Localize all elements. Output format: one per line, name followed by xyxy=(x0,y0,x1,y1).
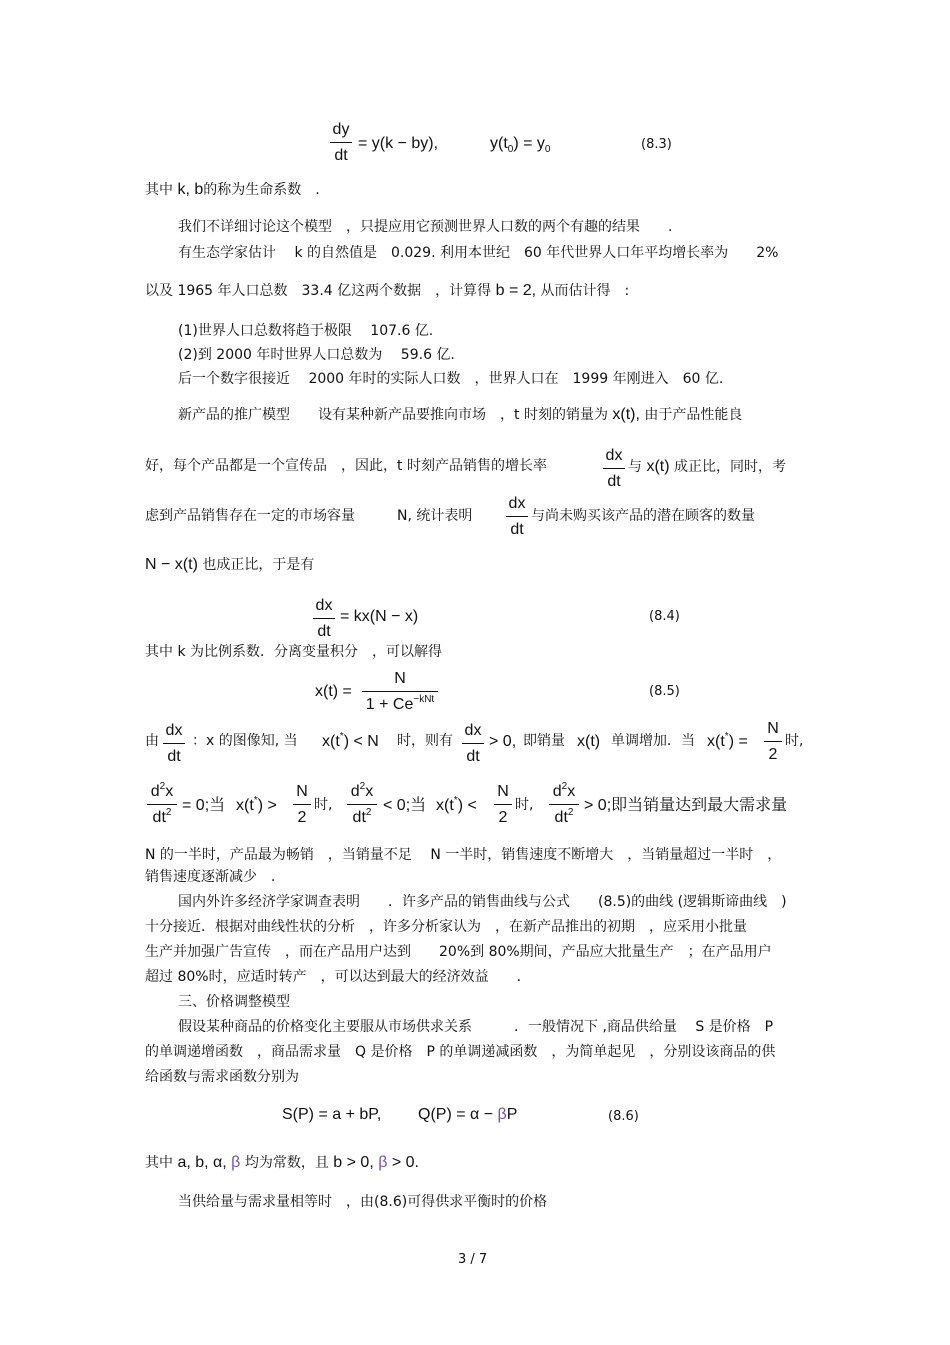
paragraph-3: 有生态学家估计 k 的自然值是 0.029. 利用本世纪 60 年代世界人口年平均增长率为 2% xyxy=(178,245,779,261)
p10-e: 即销量 xyxy=(523,733,565,749)
p11-f: 时, xyxy=(515,797,534,813)
paragraph-19: 的单调递增函数 ，商品需求量 Q 是价格 P 的单调递减函数 ，为简单起见 ，分别设该商品的供 xyxy=(145,1044,776,1060)
section-heading: 三、价格调整模型 xyxy=(178,994,290,1010)
p11-fraction-3: $d^2x$ $dt^2$ xyxy=(347,784,377,826)
paragraph-21: 其中 a, b, α, β 均为常数，且 b > 0, β > 0. xyxy=(145,1154,419,1171)
eq83-denominator: dt xyxy=(334,147,348,164)
paragraph-18: 假设某种商品的价格变化主要服从市场供求关系 ．一般情况下 ,商品供给量 S 是价格 P xyxy=(178,1019,774,1035)
p10-b: x(t*) < N xyxy=(322,731,379,750)
p11-fraction-1: $d^2x$ $dt^2$ xyxy=(147,784,177,826)
paragraph-17: 超过 80%时，应适时转产 ，可以达到最大的经济效益 . xyxy=(145,969,522,985)
eq83-rhs: = y(k − by), xyxy=(358,135,439,152)
result-2: (2)到 2000 年时世界人口总数为 59.6 亿. xyxy=(178,347,455,363)
paragraph-7-post: 与尚未购买该产品的潜在顾客的数量 xyxy=(531,508,755,524)
paragraph-4: 以及 1965 年人口总数 33.4 亿这两个数据 ，计算得 b = 2, 从而估计得 : xyxy=(145,282,630,299)
p10-pre: 由 xyxy=(145,733,159,749)
eq84-rhs: = kx(N − x) xyxy=(340,608,419,625)
eq86-supply: S(P) = a + bP, xyxy=(282,1106,382,1123)
eq85-lhs: x(t) = xyxy=(315,683,352,700)
paragraph-14: 国内外许多经济学家调查表明 ．许多产品的销售曲线与公式 (8.5)的曲线 (逻辑斯谛曲线 ) xyxy=(178,894,787,910)
p10-fraction-1: dx dt xyxy=(163,723,185,765)
eq83-initial-condition: $y(t_0) = y_0$ xyxy=(490,135,551,155)
p10-fraction-3: N 2 xyxy=(764,721,782,763)
p7-fraction: dx dt xyxy=(506,496,528,538)
paragraph-2: 我们不详细讨论这个模型 ，只提应用它预测世界人口数的两个有趣的结果 . xyxy=(178,219,673,235)
paragraph-8: N − x(t) 也成正比，于是有 xyxy=(145,556,315,573)
result-3: 后一个数字很接近 2000 年时的实际人口数 ，世界人口在 1999 年刚进入 60 亿. xyxy=(178,371,724,387)
p11-a: = 0;当 xyxy=(182,797,226,814)
p11-c: 时, xyxy=(314,797,333,813)
p11-fraction-4: N 2 xyxy=(494,784,512,826)
eq84-tag: (8.4) xyxy=(649,609,680,624)
eq85-fraction: N $1 + Ce^{-kNt}$ xyxy=(362,671,438,713)
paragraph-15: 十分接近．根据对曲线性状的分析 ，许多分析家认为 ，在新产品推出的初期 ，应采用小批量 xyxy=(145,919,747,935)
p11-g: > 0;即当销量达到最大需求量 xyxy=(584,797,788,814)
result-1: (1)世界人口总数将趋于极限 107.6 亿. xyxy=(178,323,434,339)
p11-fraction-2: N 2 xyxy=(293,784,311,826)
paragraph-9: 其中 k 为比例系数．分离变量积分 ，可以解得 xyxy=(145,644,443,660)
eq85-tag: (8.5) xyxy=(649,684,680,699)
eq83-fraction xyxy=(330,122,352,164)
paragraph-6-pre: 好，每个产品都是一个宣传品 ，因此，t 时刻产品销售的增长率 xyxy=(145,458,547,474)
eq83-numerator: dy xyxy=(332,121,350,138)
page-number: 3 / 7 xyxy=(458,1252,488,1267)
p6-fraction: dx dt xyxy=(603,448,625,490)
p10-a: ：x 的图像知, 当 xyxy=(192,733,298,749)
p11-d: < 0;当 xyxy=(383,797,427,814)
p10-g: 单调增加．当 xyxy=(611,733,695,749)
p10-fraction-2: dx dt xyxy=(462,723,484,765)
paragraph-1: 其中 k, b的称为生命系数 . xyxy=(145,181,320,198)
paragraph-13: 销售速度逐渐减少 ． xyxy=(145,869,285,885)
beta-symbol: β xyxy=(497,1106,507,1123)
eq86-tag: (8.6) xyxy=(608,1109,639,1124)
paragraph-16: 生产并加强广告宣传 ，而在产品用户达到 20%到 80%期间，产品应大批量生产 ；在产品用户 xyxy=(145,944,772,960)
p10-c: 时，则有 xyxy=(397,733,453,749)
paragraph-22: 当供给量与需求量相等时 ，由(8.6)可得供求平衡时的价格 xyxy=(178,1194,548,1210)
paragraph-7-pre: 虑到产品销售存在一定的市场容量 N, 统计表明 xyxy=(145,508,473,524)
paragraph-5: 新产品的推广模型 设有某种新产品要推向市场 ，t 时刻的销量为 x(t), 由于产品性能良 xyxy=(178,406,743,423)
paragraph-20: 给函数与需求函数分别为 xyxy=(145,1069,299,1085)
p11-fraction-5: $d^2x$ $dt^2$ xyxy=(549,784,579,826)
eq86-demand: Q(P) = α − βP xyxy=(418,1106,518,1123)
p10-d: > 0, xyxy=(489,733,517,750)
p11-b: x(t*) > xyxy=(236,795,277,814)
paragraph-12: N 的一半时，产品最为畅销 ，当销量不足 N 一半时，销售速度不断增大 ，当销量超过一半时 ， xyxy=(145,847,782,863)
p10-h: x(t*) = xyxy=(707,731,748,750)
p10-f: x(t) xyxy=(577,733,601,750)
paragraph-6-post: 与 x(t) 成正比，同时，考 xyxy=(628,458,787,475)
eq84-fraction: dx dt xyxy=(313,598,335,640)
p11-e: x(t*) < xyxy=(436,795,477,814)
eq83-tag: (8.3) xyxy=(641,137,672,152)
p10-i: 时, xyxy=(785,733,804,749)
